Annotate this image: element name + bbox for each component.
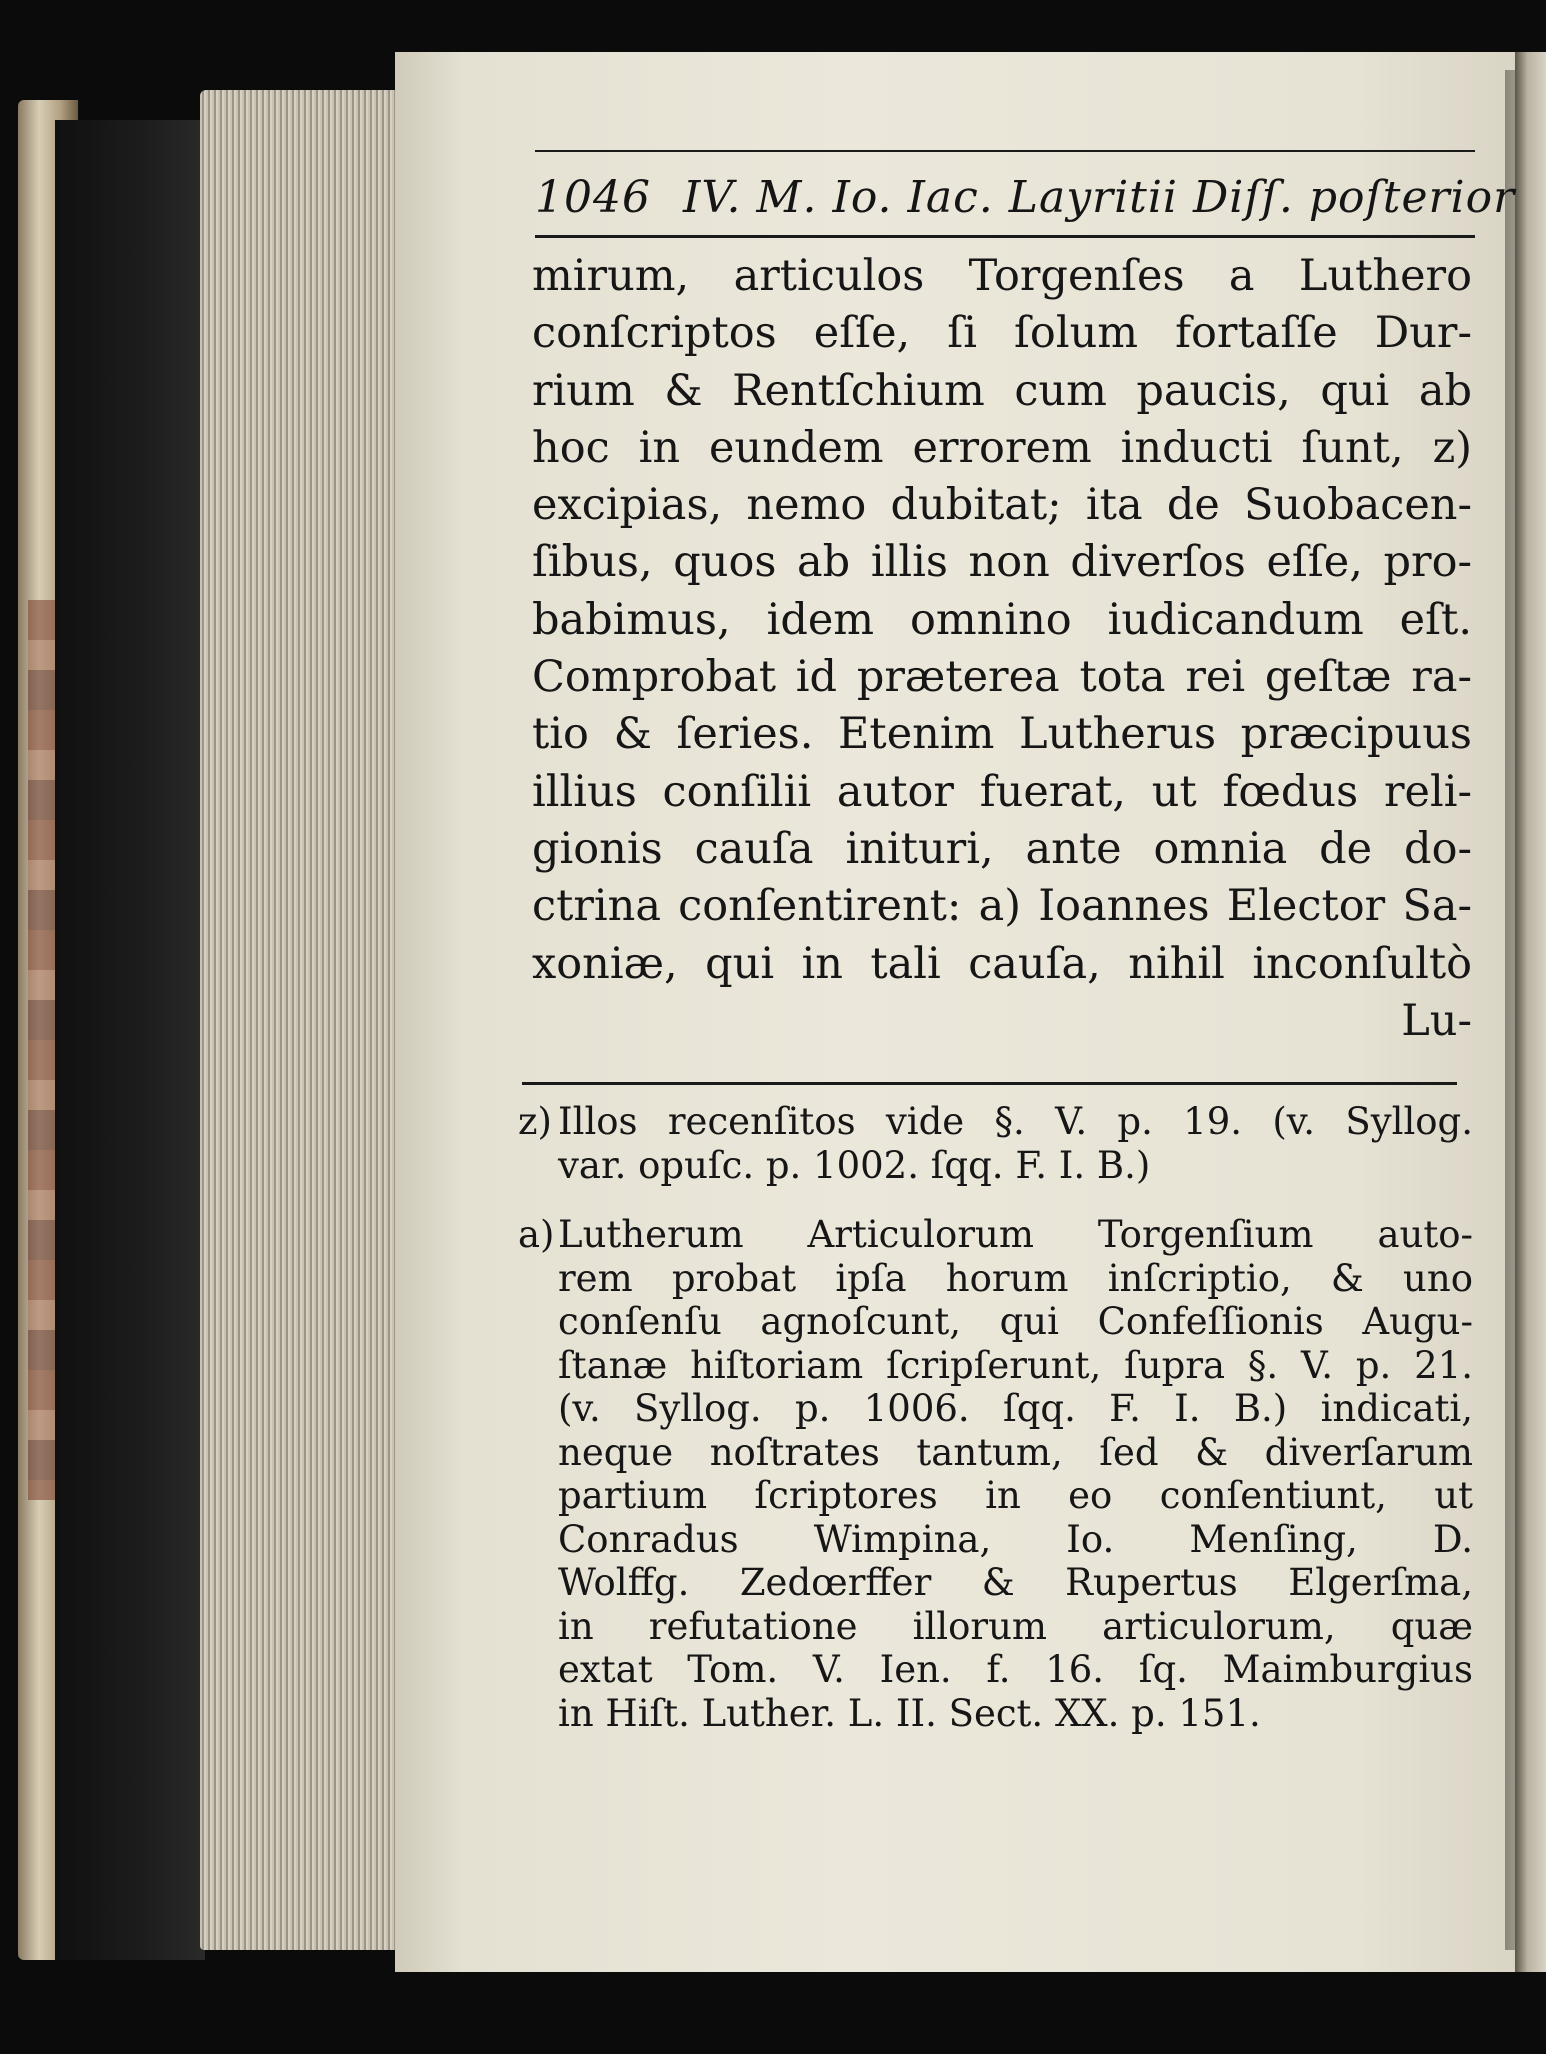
footnote-mark: z) — [518, 1100, 552, 1143]
body-line: rium & Rentſchium cum paucis, qui ab — [532, 365, 1472, 416]
header-rule-top — [535, 150, 1475, 152]
body-line: gionis cauſa inituri, ante omnia de do- — [532, 823, 1472, 874]
body-line: ctrina conſentirent: a) Ioannes Elector Sa- — [532, 881, 1472, 932]
page-gutter — [1515, 52, 1546, 1972]
body-line: tio & ſeries. Etenim Lutherus præcipuus — [532, 709, 1472, 760]
footnote-line: Conradus Wimpina, Io. Menſing, D. — [558, 1517, 1473, 1561]
body-line: babimus, idem omnino iudicandum eſt. — [532, 594, 1472, 645]
footnote-line: Wolffg. Zedœrffer & Rupertus Elgerſma, — [558, 1561, 1473, 1604]
page-stack — [200, 90, 400, 1950]
body-line: excipias, nemo dubitat; ita de Suobacen- — [532, 480, 1472, 531]
footnote-line: ſtanæ hiſtoriam ſcripſerunt, ſupra §. V. p. 21. — [558, 1343, 1473, 1387]
footnote-rule — [522, 1082, 1457, 1085]
page-number: 1046 — [535, 172, 651, 223]
body-line: ſibus, quos ab illis non diverſos eſſe, pro- — [532, 537, 1472, 588]
footnote-line: rem probat ipſa horum inſcriptio, & uno — [558, 1256, 1473, 1300]
footnote-line: in refutatione illorum articulorum, quæ — [558, 1604, 1473, 1648]
body-line: Comprobat id præterea tota rei geſtæ ra- — [532, 652, 1472, 703]
running-head — [535, 172, 1516, 223]
footnote-line: partium ſcriptores in eo conſentiunt, ut — [558, 1474, 1473, 1517]
footnote-line: (v. Syllog. p. 1006. ſqq. F. I. B.) indicati, — [558, 1387, 1473, 1430]
footnote-line: in Hiſt. Luther. L. II. Sect. XX. p. 151. — [558, 1691, 1261, 1735]
footnote-line: extat Tom. V. Ien. f. 16. ſq. Maimburgius — [558, 1648, 1473, 1691]
footnote-line: var. opuſc. p. 1002. ſqq. F. I. B.) — [558, 1143, 1151, 1187]
footnote-line: Lutherum Articulorum Torgenſium auto- — [558, 1213, 1473, 1256]
body-line: xoniæ, qui in tali cauſa, nihil inconſultò — [532, 938, 1472, 989]
footnote-line: conſenſu agnoſcunt, qui Confeſſionis Augu- — [558, 1300, 1473, 1343]
body-line: illius conſilii autor fuerat, ut fœdus reli- — [532, 766, 1472, 817]
catchword: Lu- — [1401, 995, 1472, 1046]
header-rule-bottom — [535, 235, 1475, 238]
footnote-mark: a) — [518, 1213, 555, 1256]
body-line: mirum, articulos Torgenſes a Luthero — [532, 251, 1472, 301]
page-block-dark-edge — [55, 120, 205, 1960]
footnote-line: neque noſtrates tantum, ſed & diverſarum — [558, 1430, 1473, 1474]
body-line: hoc in eundem errorem inducti ſunt, z) — [532, 422, 1472, 473]
footnote-a — [518, 1213, 1473, 1735]
body-paragraph — [532, 248, 1472, 1050]
running-title: IV. M. Io. Iac. Layritii Diſſ. poſterior — [682, 172, 1516, 223]
footnote-z — [518, 1100, 1473, 1187]
footnote-line: Illos recenſitos vide §. V. p. 19. (v. Syllog. — [558, 1100, 1473, 1143]
body-line: conſcriptos eſſe, ſi ſolum fortaſſe Dur- — [532, 308, 1472, 359]
